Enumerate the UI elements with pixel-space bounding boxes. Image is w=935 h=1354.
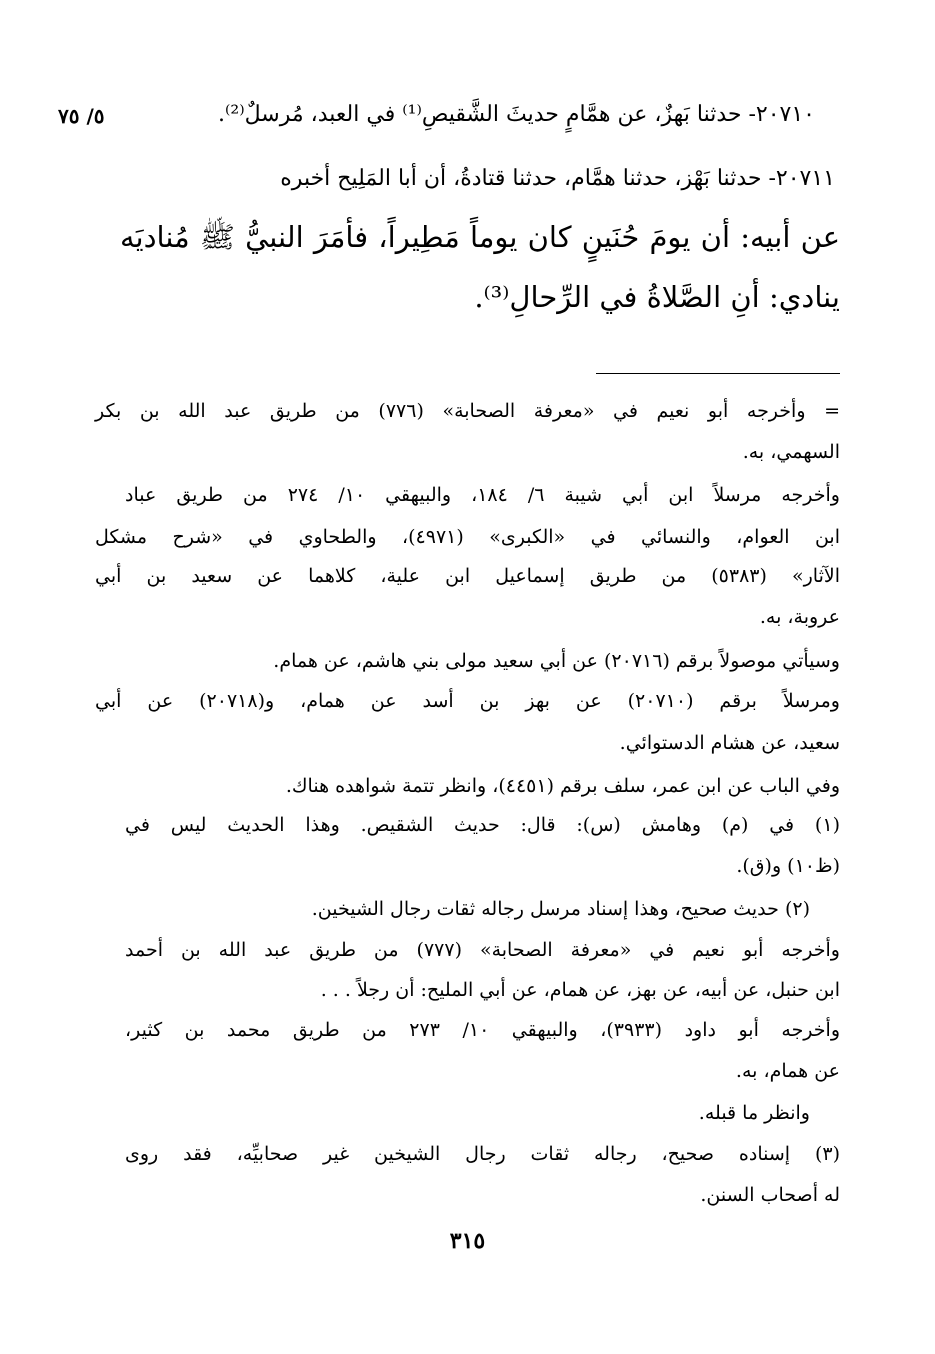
footnote-line: (٣) إسناده صحيح، رجاله ثقات رجال الشيخين غير صحابيِّه، فقد روى (125, 1143, 840, 1165)
footnote-line: (٢) حديث صحيح، وهذا إسناد مرسل رجاله ثقات رجال الشيخين. (311, 898, 810, 920)
footnote-line: وانظر ما قبله. (698, 1102, 810, 1124)
footnote-line: السهمي، به. (742, 441, 840, 463)
footnote-line: ومرسلاً برقم (٢٠٧١٠) عن بهز بن أسد عن همام، و(٢٠٧١٨) عن أبي (95, 690, 840, 712)
footnote-line: عروبة، به. (759, 606, 840, 628)
volume-page-marker: ٥/ ٧٥ (58, 104, 105, 128)
hadith-line-3: عن أبيه: أن يومَ حُنَينٍ كان يوماً مَطِيراً، فأمَرَ النبيُّ ﷺ مُناديَه (120, 220, 840, 254)
footnote-line: (١) في (م) وهامش (س): قال: حديث الشقيص. وهذا الحديث ليس في (125, 814, 840, 836)
hadith-line-2: ٢٠٧١١- حدثنا بَهْز، حدثنا همَّام، حدثنا قتادةُ، أن أبا المَلِيح أخبره (280, 166, 835, 191)
footnote-line: وأخرجه مرسلاً ابن أبي شيبة ٦/ ١٨٤، والبيهقي ١٠/ ٢٧٤ من طريق عباد (125, 484, 840, 506)
hadith-line-4: ينادي: أنِ الصَّلاةُ في الرِّحالِ⁽³⁾. (474, 280, 840, 314)
footnote-line: له أصحاب السنن. (700, 1184, 840, 1206)
hadith-line-1: ٢٠٧١٠- حدثنا بَهزٌ، عن همَّامٍ حديثَ الشَّقيصِ⁽¹⁾ في العبد، مُرسلٌ⁽²⁾. (218, 102, 815, 127)
footnote-line: ابن حنبل، عن أبيه، عن بهز، عن همام، عن أبي المليح: أن رجلاً . . . (320, 979, 840, 1001)
footnote-line: الآثار» (٥٣٨٣) من طريق إسماعيل ابن علية، كلاهما عن سعيد بن أبي (95, 565, 840, 587)
footnote-line: وأخرجه أبو داود (٣٩٣٣)، والبيهقي ١٠/ ٢٧٣ من طريق محمد بن كثير، (125, 1019, 840, 1041)
footnote-line: سعيد، عن هشام الدستوائي. (619, 732, 840, 754)
footnote-line: ابن العوام، والنسائي في «الكبرى» (٤٩٧١)، والطحاوي في «شرح مشكل (95, 526, 840, 548)
footnote-line: (ظ١٠) و(ق). (736, 855, 840, 877)
footnote-line: وفي الباب عن ابن عمر، سلف برقم (٤٤٥١)، وانظر تتمة شواهده هناك. (285, 775, 840, 797)
footnote-line: عن همام، به. (735, 1060, 840, 1082)
footnote-separator (596, 373, 840, 374)
footnote-line: وأخرجه أبو نعيم في «معرفة الصحابة» (٧٧٧) من طريق عبد الله بن أحمد (125, 939, 840, 961)
page-number: ٣١٥ (449, 1228, 486, 1254)
footnote-line: = وأخرجه أبو نعيم في «معرفة الصحابة» (٧٧٦) من طريق عبد الله بن بكر (95, 400, 840, 422)
footnote-line: وسيأتي موصولاً برقم (٢٠٧١٦) عن أبي سعيد مولى بني هاشم، عن همام. (273, 650, 840, 672)
